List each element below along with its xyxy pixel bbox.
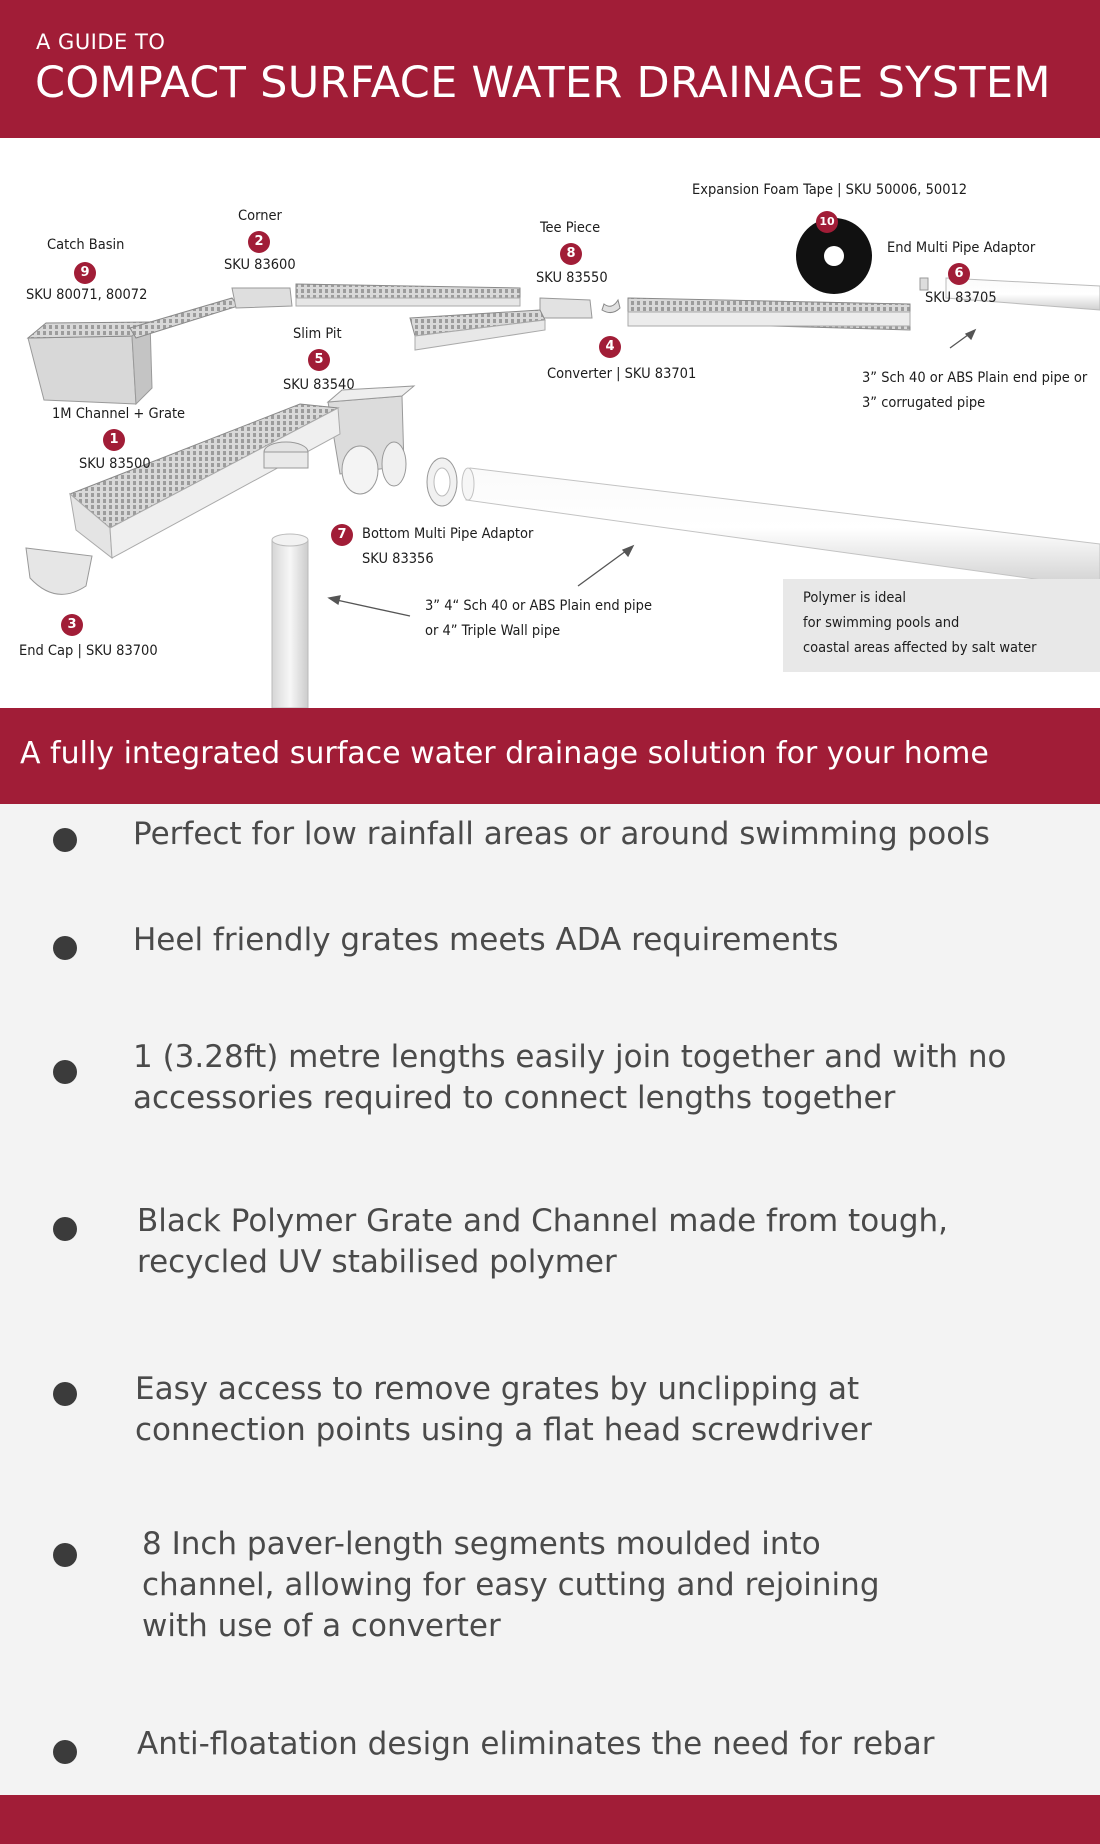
bullet-icon (53, 1740, 77, 1764)
polymer-note-line-2: for swimming pools and (803, 615, 960, 631)
polymer-note-box (783, 579, 1100, 672)
part-8-badge: 8 (560, 243, 582, 265)
feature-text: Perfect for low rainfall areas or around swimming pools (133, 816, 990, 852)
bullet-icon (53, 1543, 77, 1567)
part-6-badge: 6 (948, 263, 970, 285)
part-1-sku: SKU 83500 (79, 456, 151, 472)
pipe-note-right-line-2: 3” corrugated pipe (862, 395, 986, 411)
feature-text: Black Polymer Grate and Channel made from tough, recycled UV stabilised polymer (137, 1203, 948, 1280)
part-9-name: Catch Basin (47, 237, 125, 253)
part-4-badge: 4 (599, 336, 621, 358)
header-title: COMPACT SURFACE WATER DRAINAGE SYSTEM (35, 58, 1051, 108)
part-9-badge: 9 (74, 262, 96, 284)
part-7-badge: 7 (331, 524, 353, 546)
tagline-text: A fully integrated surface water drainage solution for your home (20, 736, 989, 771)
pipe-note-bottom-line-1: 3” 4“ Sch 40 or ABS Plain end pipe (425, 598, 652, 614)
part-4-name: Converter | SKU 83701 (547, 366, 697, 382)
part-6-name: End Multi Pipe Adaptor (887, 240, 1036, 256)
part-3-badge: 3 (61, 614, 83, 636)
exploded-diagram (0, 138, 1100, 708)
header-kicker: A GUIDE TO (36, 30, 166, 54)
pipe-long (466, 468, 1100, 588)
bullet-icon (53, 1217, 77, 1241)
slim-pit-shape (328, 386, 414, 494)
feature-text: 1 (3.28ft) metre lengths easily join together and with no accessories required to connect lengths together (133, 1039, 1007, 1116)
corner-shape (232, 288, 292, 308)
part-10-name: Expansion Foam Tape | SKU 50006, 50012 (692, 182, 968, 198)
feature-text: Anti-floatation design eliminates the need for rebar (137, 1726, 935, 1762)
part-1-badge: 1 (103, 429, 125, 451)
pipe-vertical (272, 540, 308, 708)
footer-bar (0, 1795, 1100, 1844)
bullet-icon (53, 1060, 77, 1084)
pipe-note-right-line-1: 3” Sch 40 or ABS Plain end pipe or (862, 370, 1088, 386)
feature-text: 8 Inch paver-length segments moulded into channel, allowing for easy cutting and rejoining with use of a converter (142, 1526, 880, 1644)
part-5-name: Slim Pit (293, 326, 342, 342)
part-1-name: 1M Channel + Grate (52, 406, 186, 422)
bullet-icon (53, 936, 77, 960)
part-5-badge: 5 (308, 349, 330, 371)
part-7-sku: SKU 83356 (362, 551, 434, 567)
bullet-icon (53, 1382, 77, 1406)
part-6-sku: SKU 83705 (925, 290, 997, 306)
tagline-band (0, 708, 1100, 804)
part-2-sku: SKU 83600 (224, 257, 296, 273)
end-cap-shape (26, 548, 92, 594)
converter-shape (602, 300, 620, 313)
part-8-name: Tee Piece (540, 220, 601, 236)
header-banner (0, 0, 1100, 138)
feature-text: Heel friendly grates meets ADA requirements (133, 922, 839, 958)
polymer-note-line-3: coastal areas affected by salt water (803, 640, 1037, 656)
channel-segment-a (130, 298, 238, 338)
part-7-name: Bottom Multi Pipe Adaptor (362, 526, 534, 542)
part-5-sku: SKU 83540 (283, 377, 355, 393)
tee-piece-shape (540, 298, 592, 318)
feature-text: Easy access to remove grates by unclipping at connection points using a flat head screwdriver (135, 1371, 872, 1448)
part-9-sku: SKU 80071, 80072 (26, 287, 148, 303)
part-2-badge: 2 (248, 231, 270, 253)
bullet-icon (53, 828, 77, 852)
polymer-note-line-1: Polymer is ideal (803, 590, 907, 606)
part-10-badge: 10 (816, 211, 838, 233)
pipe-note-bottom-line-2: or 4” Triple Wall pipe (425, 623, 561, 639)
part-2-name: Corner (238, 208, 282, 224)
part-3-name: End Cap | SKU 83700 (19, 643, 158, 659)
part-8-sku: SKU 83550 (536, 270, 608, 286)
